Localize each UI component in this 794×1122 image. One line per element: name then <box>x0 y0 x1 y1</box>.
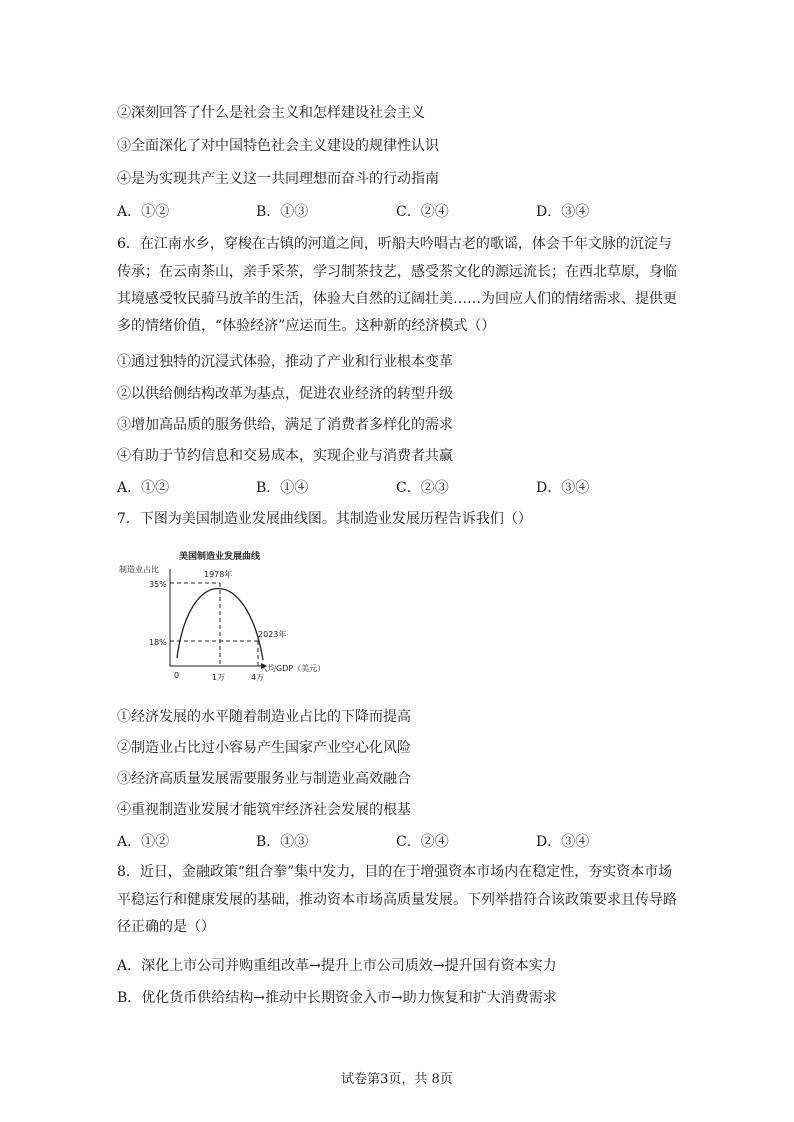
q8-stem-line-3: 径正确的是（） <box>117 919 215 935</box>
q7-stem: 7．下图为美国制造业发展曲线图。其制造业发展历程告诉我们（） <box>117 511 532 527</box>
q7-option-d: D．③④ <box>536 834 590 850</box>
q6-stem-line-3: 其境感受牧民骑马放羊的生活，体验大自然的辽阔壮美……为回应人们的情绪需求、提供更 <box>117 291 677 307</box>
q6-option-b: B．①④ <box>256 480 309 496</box>
q5-option-d: D．③④ <box>536 204 590 220</box>
q6-item-4: ④有助于节约信息和交易成本，实现企业与消费者共赢 <box>117 448 453 464</box>
q7-option-c: C．②④ <box>396 834 449 850</box>
x-tick-1w: 1万 <box>212 673 226 682</box>
y-tick-35: 35% <box>149 580 167 589</box>
q6-option-c: C．②③ <box>396 480 449 496</box>
chart-xlabel: 人均GDP（美元） <box>260 664 326 673</box>
q6-stem-line-4: 多的情绪价值，“体验经济”应运而生。这种新的经济模式（） <box>117 318 496 334</box>
q8-stem-line-2: 平稳运行和健康发展的基础，推动资本市场高质量发展。下列举措符合该政策要求且传导路 <box>117 892 677 908</box>
q7-option-b: B．①③ <box>256 834 309 850</box>
q5-option-a: A．①② <box>117 204 170 220</box>
q7-option-a: A．①② <box>117 834 170 850</box>
q8-option-a: A．深化上市公司并购重组改革→提升上市公司质效→提升国有资本实力 <box>117 958 557 974</box>
manufacturing-curve-chart <box>117 547 357 687</box>
q7-item-3: ③经济高质量发展需要服务业与制造业高效融合 <box>117 771 411 787</box>
q6-item-1: ①通过独特的沉浸式体验，推动了产业和行业根本变革 <box>117 354 453 370</box>
q7-item-2: ②制造业占比过小容易产生国家产业空心化风险 <box>117 740 411 756</box>
q6-item-3: ③增加高品质的服务供给，满足了消费者多样化的需求 <box>117 417 453 433</box>
q6-item-2: ②以供给侧结构改革为基点，促进农业经济的转型升级 <box>117 386 453 402</box>
q5-item-3: ③全面深化了对中国特色社会主义建设的规律性认识 <box>117 138 439 154</box>
annotation-2023: 2023年 <box>258 630 287 639</box>
q5-item-2: ②深刻回答了什么是社会主义和怎样建设社会主义 <box>117 105 425 121</box>
y-tick-18: 18% <box>149 638 167 647</box>
q6-option-a: A．①② <box>117 480 170 496</box>
chart-ylabel: 制造业占比 <box>119 565 159 574</box>
q7-item-1: ①经济发展的水平随着制造业占比的下降而提高 <box>117 709 411 725</box>
q6-stem-line-1: 6．在江南水乡，穿梭在古镇的河道之间，听船夫吟唱古老的歌谣，体会千年文脉的沉淀与 <box>117 236 672 252</box>
chart-title: 美国制造业发展曲线 <box>179 552 261 562</box>
x-tick-4w: 4万 <box>251 673 265 682</box>
q6-stem-line-2: 传承；在云南茶山，亲手采茶，学习制茶技艺，感受茶文化的源远流长；在西北草原，身临 <box>117 264 677 280</box>
annotation-1978: 1978年 <box>204 570 233 579</box>
q7-item-4: ④重视制造业发展才能筑牢经济社会发展的根基 <box>117 802 411 818</box>
q5-option-c: C．②④ <box>396 204 449 220</box>
q5-item-4: ④是为实现共产主义这一共同理想而奋斗的行动指南 <box>117 171 439 187</box>
q8-option-b: B．优化货币供给结构→推动中长期资金入市→助力恢复和扩大消费需求 <box>117 990 557 1006</box>
q5-option-b: B．①③ <box>256 204 309 220</box>
page-footer: 试卷第3页，共 8页 <box>341 1072 453 1087</box>
chart-origin-label: 0 <box>174 671 180 680</box>
q8-stem-line-1: 8．近日，金融政策“组合拳”集中发力，目的在于增强资本市场内在稳定性，夯实资本市场 <box>117 864 673 880</box>
q6-option-d: D．③④ <box>536 480 590 496</box>
